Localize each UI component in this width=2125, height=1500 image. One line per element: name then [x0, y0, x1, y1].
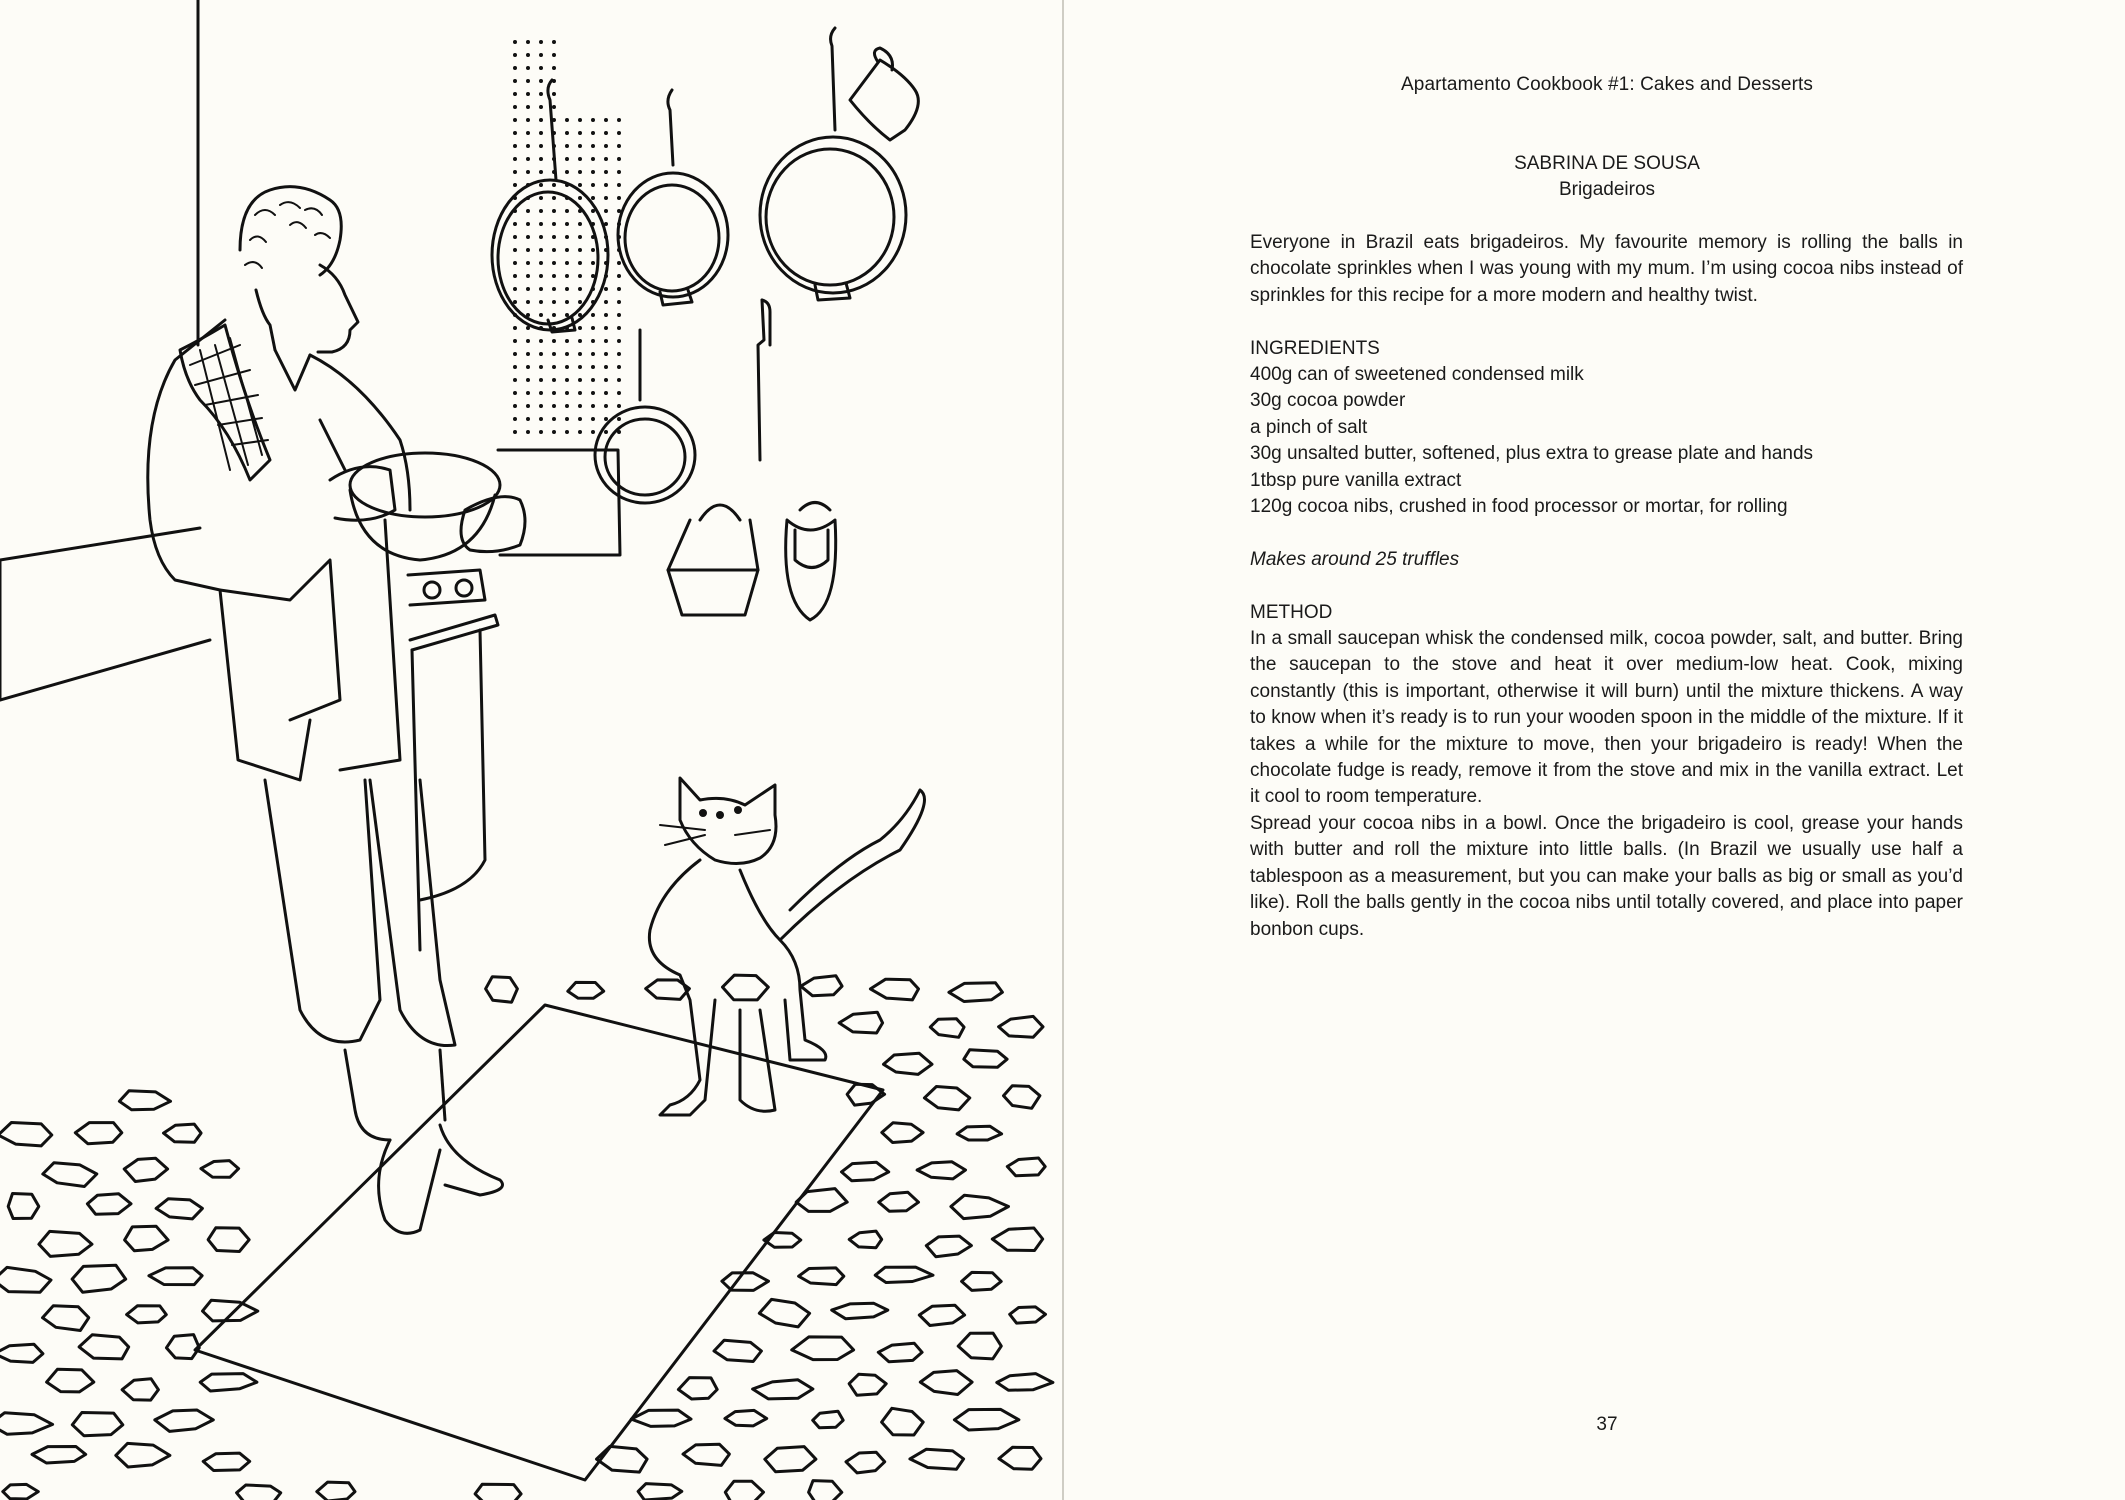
floor-stone	[122, 1379, 158, 1400]
floor-stone	[683, 1444, 729, 1465]
floor-stone	[879, 1192, 919, 1211]
floor-stone	[964, 1050, 1007, 1068]
floor-stone	[926, 1236, 971, 1257]
floor-stone	[39, 1231, 92, 1256]
floor-stone	[75, 1123, 122, 1144]
floor-stone	[839, 1012, 883, 1033]
floor-stone	[849, 1374, 886, 1395]
floor-stone	[3, 1484, 39, 1499]
running-head: Apartamento Cookbook #1: Cakes and Desserts	[1401, 74, 1813, 95]
kitchen-illustration	[0, 0, 1062, 1500]
floor-stone	[962, 1272, 1002, 1290]
floor-stone	[208, 1228, 249, 1252]
floor-stone	[832, 1303, 888, 1318]
hanging-pan-3	[760, 28, 906, 300]
method-heading: METHOD	[1250, 601, 1333, 623]
floor-stone	[919, 1305, 964, 1325]
hanging-basket-1	[668, 505, 758, 615]
floor-stone	[638, 1484, 682, 1500]
floor-stone	[813, 1411, 844, 1428]
floor-stone	[127, 1306, 167, 1323]
floor-stone	[725, 1481, 763, 1500]
floor-stone	[166, 1335, 199, 1359]
floor-stone	[678, 1378, 717, 1399]
ingredient-item: 30g unsalted butter, softened, plus extra to grease plate and hands	[1250, 443, 1814, 465]
floor-mat	[195, 1005, 883, 1480]
floor-stone	[910, 1449, 964, 1469]
floor-stone	[8, 1194, 39, 1219]
floor-stone	[72, 1265, 126, 1292]
recipe-title: Brigadeiros	[1558, 179, 1656, 201]
ingredients-heading: INGREDIENTS	[1250, 337, 1380, 359]
floor-stone	[924, 1087, 969, 1110]
floor-stone	[597, 1446, 648, 1472]
floor-stone	[714, 1340, 761, 1361]
floor-stone	[992, 1228, 1042, 1251]
floor-stone	[203, 1453, 250, 1470]
floor-stone	[957, 1126, 1002, 1140]
floor-stone	[119, 1091, 170, 1110]
floor-stone	[842, 1162, 889, 1180]
floor-stone	[722, 1273, 769, 1291]
floor-stone	[149, 1268, 202, 1285]
floor-stone	[951, 1195, 1009, 1218]
floor-stone	[486, 977, 518, 1003]
floor-stone	[116, 1443, 170, 1467]
floor-stone	[930, 1019, 964, 1038]
floor-stone	[997, 1374, 1053, 1391]
floor-stone	[568, 982, 604, 998]
floor-stone	[759, 1299, 809, 1327]
floor-stone	[920, 1371, 972, 1395]
recipe-yield: Makes around 25 truffles	[1250, 548, 1460, 570]
recipe-body	[1250, 230, 1963, 943]
floor-stone	[1007, 1158, 1045, 1176]
page-number: 37	[1596, 1414, 1618, 1435]
floor-stone	[125, 1226, 169, 1251]
floor-stone	[809, 1481, 842, 1500]
recipe-page	[1064, 0, 2125, 1500]
hanging-pan-1	[492, 80, 608, 332]
floor-stone	[72, 1413, 123, 1436]
floor-stone	[155, 1410, 214, 1431]
hanging-basket-2	[786, 503, 836, 621]
recipe-header	[1064, 151, 2125, 204]
floor-stone	[765, 1447, 816, 1472]
floor-stone	[999, 1016, 1043, 1037]
person-figure	[148, 187, 525, 1234]
floor-stone	[0, 1123, 52, 1146]
ingredient-item: 120g cocoa nibs, crushed in food processor or mortar, for rolling	[1250, 496, 1788, 518]
floor-stone	[723, 975, 769, 1000]
floor-stone	[201, 1161, 239, 1178]
floor-stone	[203, 1300, 258, 1321]
floor-stone	[801, 976, 842, 996]
floor-stone	[799, 1268, 844, 1285]
stone-floor	[0, 975, 1053, 1500]
floor-stone	[164, 1124, 202, 1142]
floor-stone	[725, 1410, 767, 1426]
hanging-mug	[850, 48, 918, 140]
floor-stone	[875, 1267, 933, 1282]
floor-stone	[882, 1123, 923, 1143]
floor-stone	[1004, 1086, 1040, 1109]
floor-stone	[958, 1333, 1001, 1359]
floor-stone	[792, 1337, 854, 1360]
method-paragraph: Spread your cocoa nibs in a bowl. Once the brigadeiro is cool, grease your hands with butter and roll the mixture into little balls. (In Brazil we usually use half a tablespoon as a measurement, but you can make your balls as big or small as you’d like). Roll the balls gently in the cocoa nibs until totally covered, and place into paper bonbon cups.	[1250, 812, 1963, 940]
hanging-pan-2	[618, 90, 728, 305]
floor-stone	[87, 1194, 131, 1214]
floor-stone	[124, 1158, 167, 1181]
method-paragraph: In a small saucepan whisk the condensed milk, cocoa powder, salt, and butter. Bring the saucepan to the stove and heat it over medium-low heat. Cook, mixing constantly (this is important, otherwise it will burn) until the mixture thickens. A way to know when it’s ready is to run your wooden spoon in the middle of the mixture. If it takes a while for the mixture to move, then your brigadeiro is ready! When the chocolate fudge is ready, remove it from the stove and mix in the vanilla extract. Let it cool to room temperature.	[1250, 628, 1963, 808]
floor-stone	[949, 983, 1003, 1002]
author-name: SABRINA DE SOUSA	[1514, 153, 1700, 174]
floor-stone	[1010, 1307, 1046, 1323]
floor-stone	[882, 1408, 924, 1435]
hanging-knife	[758, 300, 770, 460]
ingredient-item: 1tbsp pure vanilla extract	[1250, 469, 1462, 491]
floor-stone	[753, 1380, 813, 1399]
floor-stone	[200, 1374, 257, 1391]
floor-stone	[317, 1482, 355, 1500]
floor-stone	[32, 1447, 86, 1464]
floor-stone	[156, 1199, 202, 1219]
counter	[408, 450, 620, 950]
ingredient-item: 30g cocoa powder	[1250, 390, 1406, 412]
floor-stone	[43, 1306, 89, 1331]
floor-stone	[631, 1410, 691, 1426]
pegboard	[513, 40, 621, 434]
floor-stone	[878, 1343, 922, 1362]
floor-stone	[0, 1344, 43, 1362]
intro-paragraph: Everyone in Brazil eats brigadeiros. My favourite memory is rolling the balls in chocolate sprinkles when I was young with my mum. I’m using cocoa nibs instead of sprinkles for this recipe for a more modern and healthy twist.	[1250, 232, 1963, 306]
illustration-page	[0, 0, 1062, 1500]
floor-stone	[0, 1267, 51, 1292]
hanging-lid	[595, 330, 695, 503]
floor-stone	[0, 1413, 53, 1435]
ingredient-item: 400g can of sweetened condensed milk	[1250, 364, 1584, 386]
floor-stone	[475, 1484, 521, 1500]
floor-stone	[846, 1452, 885, 1473]
floor-stone	[43, 1163, 97, 1187]
floor-stone	[849, 1231, 882, 1248]
floor-stone	[999, 1447, 1041, 1469]
ingredient-item: a pinch of salt	[1250, 416, 1368, 438]
floor-stone	[870, 979, 918, 1000]
floor-stone	[884, 1053, 933, 1074]
floor-stone	[954, 1409, 1019, 1430]
floor-stone	[79, 1335, 129, 1359]
floor-stone	[47, 1369, 94, 1392]
floor-stone	[237, 1485, 281, 1500]
floor-stone	[917, 1162, 965, 1179]
